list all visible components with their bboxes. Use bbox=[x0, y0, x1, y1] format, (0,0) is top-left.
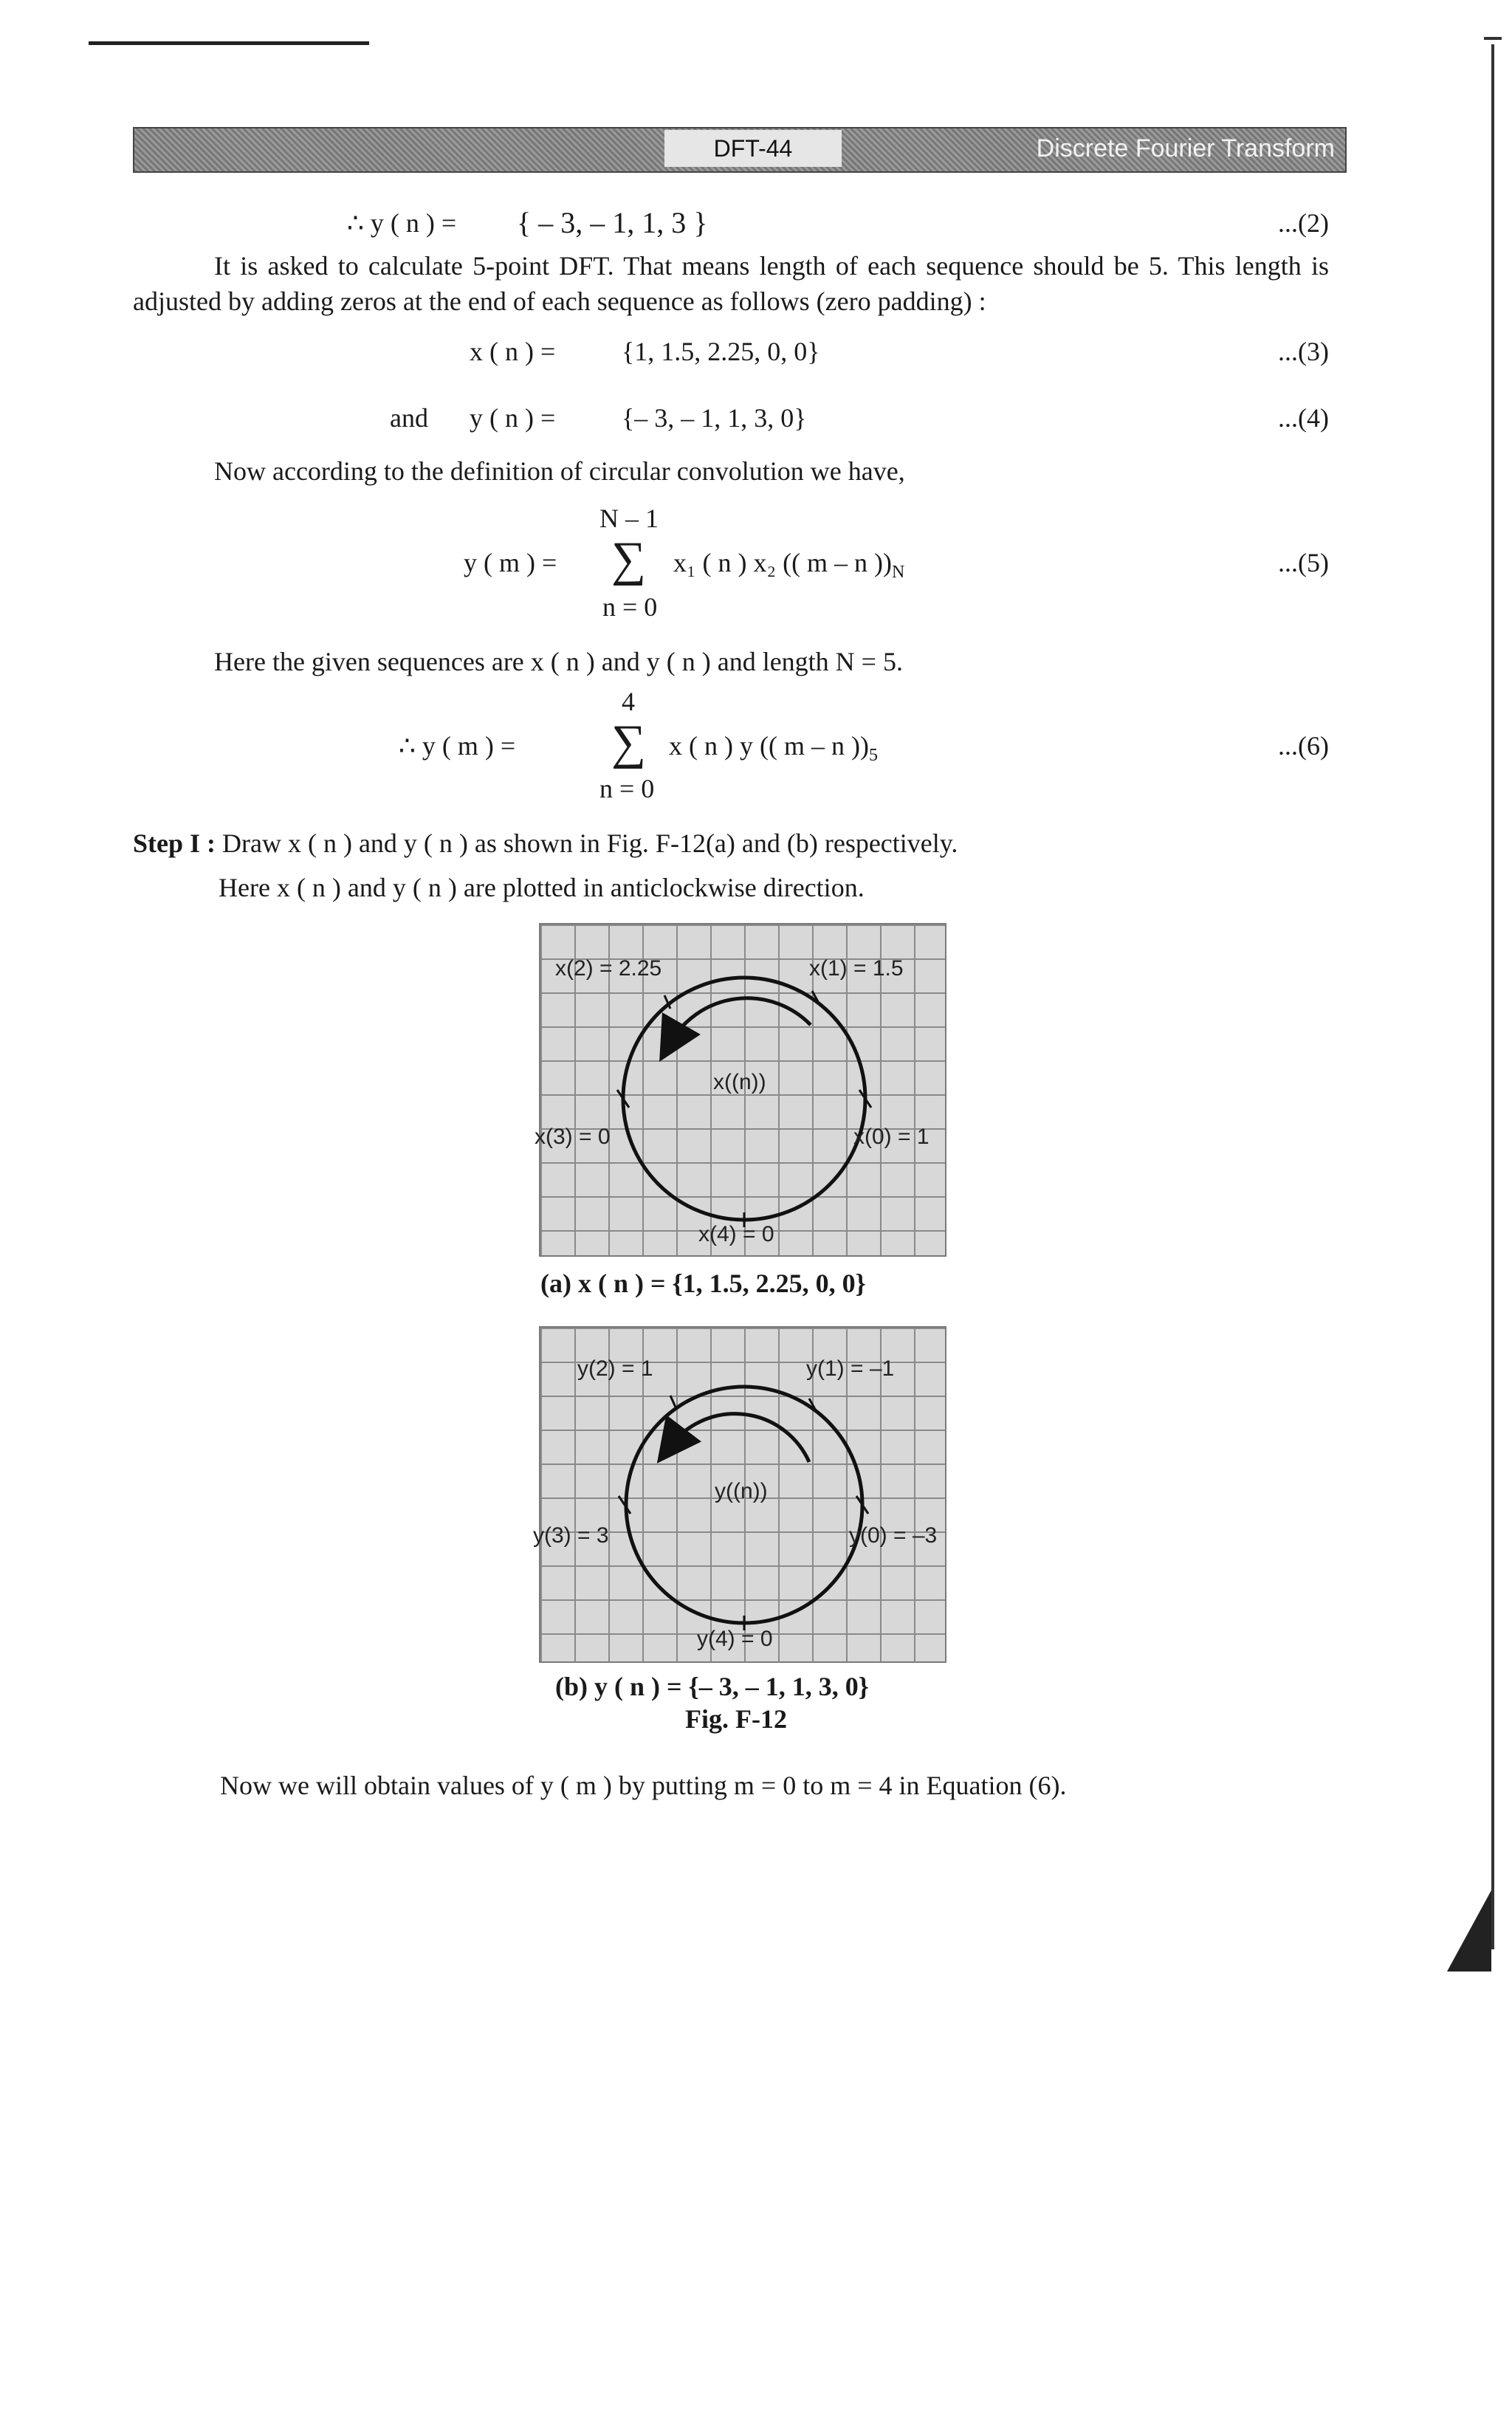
step-1 bbox=[133, 827, 958, 859]
figure-a-caption: (a) x ( n ) = {1, 1.5, 2.25, 0, 0} bbox=[540, 1269, 866, 1298]
eq6-upper-limit: 4 bbox=[622, 687, 635, 716]
page-edge-mark bbox=[1447, 1890, 1491, 1972]
figure-b-center-label: y((n)) bbox=[715, 1479, 768, 1503]
eq6-number: ...(6) bbox=[1278, 731, 1329, 761]
eq2-rhs: { – 3, – 1, 1, 3 } bbox=[517, 206, 708, 239]
eq4-lhs: y ( n ) = bbox=[470, 403, 556, 433]
eq6-subscript: 5 bbox=[868, 746, 878, 766]
figure-a-label-x1: x(1) = 1.5 bbox=[809, 956, 904, 981]
eq5-upper-limit: N – 1 bbox=[599, 504, 659, 533]
eq6-body bbox=[669, 730, 878, 772]
paragraph-given-sequences: Here the given sequences are x ( n ) and y ( n ) and length N = 5. bbox=[214, 647, 903, 676]
eq5-body-text: x₁ ( n ) x₂ (( m – n )) bbox=[673, 548, 893, 577]
figure-b-label-y4: y(4) = 0 bbox=[697, 1627, 773, 1651]
eq4-prefix: and bbox=[390, 403, 428, 433]
eq3-number: ...(3) bbox=[1278, 337, 1329, 366]
step-1-text: Draw x ( n ) and y ( n ) as shown in Fig. F-12(a) and (b) respectively. bbox=[222, 828, 958, 858]
figure-b-label-y0: y(0) = –3 bbox=[849, 1523, 938, 1548]
eq2-lhs: ∴ y ( n ) = bbox=[347, 208, 457, 238]
figure-a-direction-arrow bbox=[670, 998, 811, 1043]
page-number: DFT-44 bbox=[664, 130, 842, 167]
figure-b-direction-arrow bbox=[670, 1414, 809, 1462]
eq5-body bbox=[673, 546, 904, 588]
paragraph-zero-padding: It is asked to calculate 5-point DFT. That means length of each sequence should be 5. This length is adjusted by adding zeros at the end of each sequence as follows (zero padding) : bbox=[133, 251, 1329, 316]
figure-b bbox=[533, 1326, 946, 1663]
eq6-sigma: ∑ bbox=[611, 716, 647, 769]
figure-b-label-y3: y(3) = 3 bbox=[533, 1523, 609, 1548]
figure-a-center-label: x((n)) bbox=[713, 1070, 766, 1094]
paragraph-obtain-values: Now we will obtain values of y ( m ) by putting m = 0 to m = 4 in Equation (6). bbox=[220, 1771, 1067, 1800]
step-1-label: Step I : bbox=[133, 828, 216, 858]
figure-b-label-y2: y(2) = 1 bbox=[577, 1356, 653, 1381]
figure-a-label-x3: x(3) = 0 bbox=[535, 1125, 611, 1149]
step-1-note: Here x ( n ) and y ( n ) are plotted in anticlockwise direction. bbox=[219, 873, 865, 902]
eq6-lower-limit: n = 0 bbox=[599, 774, 655, 803]
chapter-title: Discrete Fourier Transform bbox=[1036, 134, 1335, 162]
eq6-lhs: ∴ y ( m ) = bbox=[399, 731, 516, 761]
eq5-lhs: y ( m ) = bbox=[464, 548, 557, 577]
figure-b-circle bbox=[626, 1387, 862, 1623]
eq3-lhs: x ( n ) = bbox=[470, 337, 556, 366]
figure-a-label-x4: x(4) = 0 bbox=[698, 1222, 774, 1246]
figure-a-label-x2: x(2) = 2.25 bbox=[555, 956, 662, 981]
eq4-number: ...(4) bbox=[1278, 403, 1329, 433]
eq5-lower-limit: n = 0 bbox=[602, 592, 658, 622]
figure-b-tick-2 bbox=[670, 1396, 676, 1409]
eq2-number: ...(2) bbox=[1278, 208, 1329, 238]
top-rule bbox=[89, 41, 369, 45]
figure-title: Fig. F-12 bbox=[685, 1704, 787, 1734]
eq4-rhs: {– 3, – 1, 1, 3, 0} bbox=[622, 403, 807, 433]
page-edge-line bbox=[1491, 44, 1494, 1949]
eq6-body-text: x ( n ) y (( m – n )) bbox=[669, 731, 869, 761]
figure-b-caption: (b) y ( n ) = {– 3, – 1, 1, 3, 0} bbox=[555, 1672, 869, 1701]
eq5-sigma: ∑ bbox=[611, 532, 647, 586]
figure-a-label-x0: x(0) = 1 bbox=[853, 1125, 929, 1149]
eq5-subscript: N bbox=[892, 563, 905, 583]
paragraph-circular-convolution: Now according to the definition of circular convolution we have, bbox=[214, 456, 905, 486]
figure-a bbox=[535, 923, 946, 1257]
eq5-number: ...(5) bbox=[1278, 548, 1329, 577]
figure-b-label-y1: y(1) = –1 bbox=[806, 1356, 895, 1381]
figure-a-circle bbox=[623, 978, 865, 1220]
eq3-rhs: {1, 1.5, 2.25, 0, 0} bbox=[622, 337, 820, 366]
